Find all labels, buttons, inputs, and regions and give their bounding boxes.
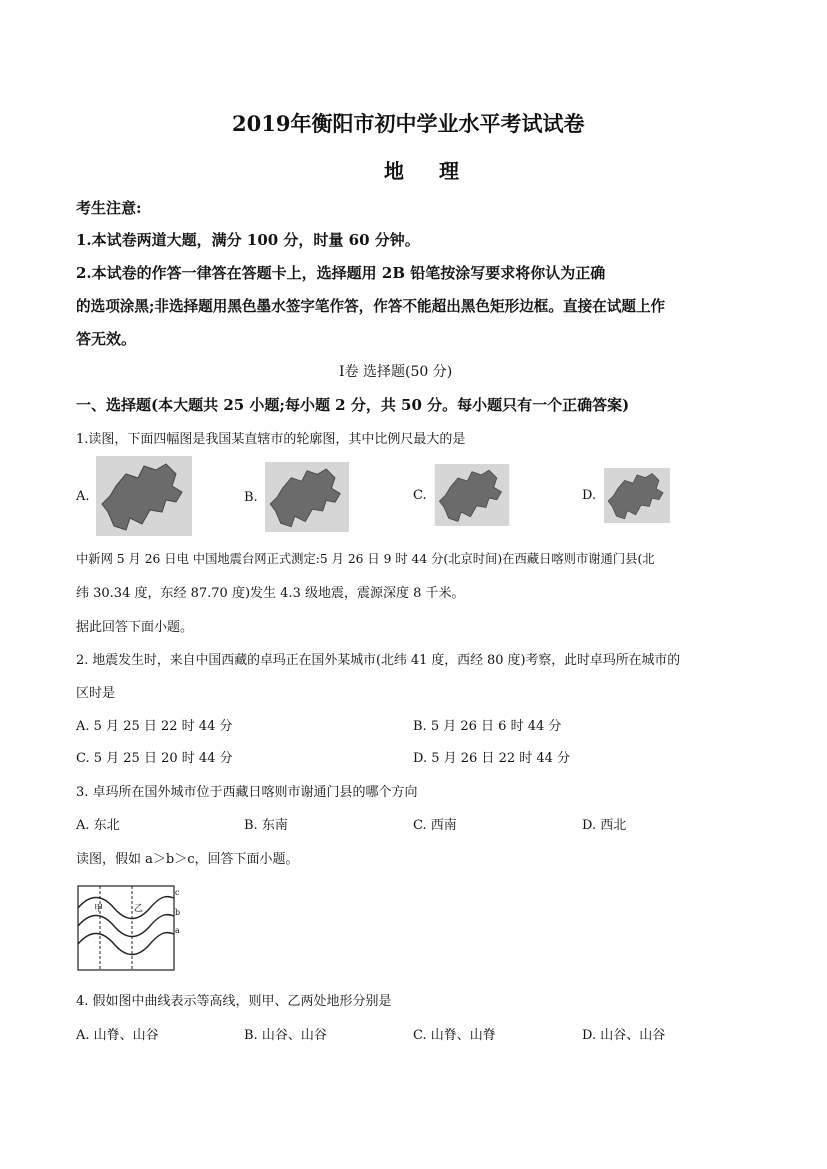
notice-line-1: 1.本试卷两道大题，满分 100 分，时量 60 分钟。	[76, 231, 420, 249]
q3-option-b[interactable]: B. 东南	[244, 818, 288, 833]
option-label: A.	[76, 488, 90, 504]
label-jia: 甲	[94, 904, 104, 914]
city-outline-map-b	[264, 462, 350, 532]
label-yi: 乙	[134, 904, 144, 914]
q2-option-a[interactable]: A. 5 月 25 日 22 时 44 分	[76, 719, 233, 734]
question-1-stem: 1.读图，下面四幅图是我国某直辖市的轮廓图，其中比例尺最大的是	[76, 432, 466, 447]
question-2-stem-2: 区时是	[76, 686, 116, 701]
city-outline-map-a	[96, 456, 192, 536]
exam-title: 2019年衡阳市初中学业水平考试试卷	[232, 111, 585, 136]
option-label: B.	[244, 489, 258, 505]
q4-option-d[interactable]: D. 山谷、山谷	[582, 1028, 666, 1043]
notice-heading: 考生注意:	[76, 199, 142, 217]
q4-option-c[interactable]: C. 山脊、山脊	[413, 1028, 496, 1043]
label-b: b	[175, 908, 181, 917]
figure-intro: 读图，假如 a＞b＞c，回答下面小题。	[76, 852, 299, 867]
q4-option-b[interactable]: B. 山谷、山谷	[244, 1028, 327, 1043]
city-outline-map-d	[602, 468, 672, 523]
option-d[interactable]	[582, 468, 672, 523]
q2-option-c[interactable]: C. 5 月 25 日 20 时 44 分	[76, 751, 233, 766]
notice-line-2c: 答无效。	[76, 330, 137, 348]
label-a: a	[175, 926, 180, 935]
contour-line-figure	[76, 884, 186, 972]
question-2-stem-1: 2. 地震发生时，来自中国西藏的卓玛正在国外某城市(北纬 41 度，西经 80 度)考察，此时卓玛所在城市的	[76, 653, 681, 668]
news-instruction: 据此回答下面小题。	[76, 620, 194, 635]
subject-title: 地 理	[384, 159, 473, 183]
notice-line-2b: 的选项涂黑;非选择题用黑色墨水签字笔作答，作答不能超出黑色矩形边框。直接在试题上作	[76, 298, 666, 315]
news-line-1: 中新网 5 月 26 日电 中国地震台网正式测定:5 月 26 日 9 时 44 分(北京时间)在西藏日喀则市谢通门县(北	[76, 552, 655, 566]
q2-option-d[interactable]: D. 5 月 26 日 22 时 44 分	[413, 751, 571, 766]
q4-option-a[interactable]: A. 山脊、山谷	[76, 1028, 159, 1043]
part-title: Ⅰ卷 选择题(50 分)	[339, 364, 453, 380]
label-c: c	[175, 888, 180, 897]
question-3-stem: 3. 卓玛所在国外城市位于西藏日喀则市谢通门县的哪个方向	[76, 785, 418, 800]
option-a[interactable]	[76, 456, 192, 536]
option-c[interactable]	[413, 464, 511, 526]
option-label: C.	[413, 487, 427, 503]
q3-option-d[interactable]: D. 西北	[582, 818, 627, 833]
q2-option-b[interactable]: B. 5 月 26 日 6 时 44 分	[413, 719, 562, 734]
q3-option-a[interactable]: A. 东北	[76, 818, 120, 833]
notice-line-2a: 2.本试卷的作答一律答在答题卡上，选择题用 2B 铅笔按涂写要求将你认为正确	[76, 264, 606, 282]
option-b[interactable]	[244, 462, 350, 532]
section-heading: 一、选择题(本大题共 25 小题;每小题 2 分，共 50 分。每小题只有一个正确答案)	[76, 396, 630, 414]
news-line-2: 纬 30.34 度，东经 87.70 度)发生 4.3 级地震，震源深度 8 千米。	[76, 586, 465, 601]
city-outline-map-c	[433, 464, 511, 526]
option-label: D.	[582, 488, 597, 503]
question-4-stem: 4. 假如图中曲线表示等高线，则甲、乙两处地形分别是	[76, 994, 392, 1009]
q3-option-c[interactable]: C. 西南	[413, 818, 457, 833]
